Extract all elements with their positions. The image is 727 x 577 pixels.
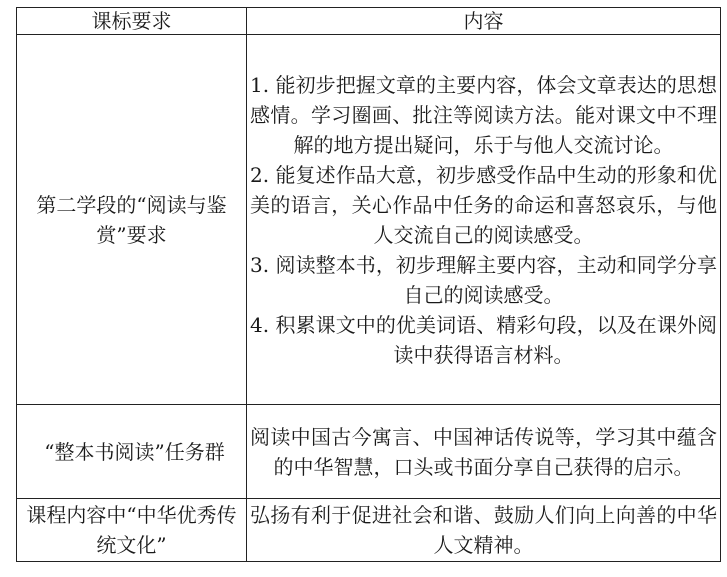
content-item: 4. 积累课文中的优美词语、精彩句段，以及在课外阅读中获得语言材料。 <box>250 312 717 367</box>
requirement-cell: 课程内容中“中华优秀传统文化” <box>17 499 247 562</box>
requirement-cell: 第二学段的“阅读与鉴赏”要求 <box>17 35 247 405</box>
content-item: 1. 能初步把握文章的主要内容，体会文章表达的思想感情。学习圈画、批注等阅读方法。能对课文中不理解的地方提出疑问，乐于与他人交流讨论。 <box>250 72 717 157</box>
content-item: 阅读中国古今寓言、中国神话传说等，学习其中蕴含的中华智慧，口头或书面分享自己获得的启示。 <box>250 424 717 479</box>
content-cell <box>247 405 721 499</box>
content-item: 弘扬有利于促进社会和谐、鼓励人们向上向善的中华人文精神。 <box>250 503 717 557</box>
requirement-cell: “整本书阅读”任务群 <box>17 405 247 499</box>
table-header-row <box>17 8 721 35</box>
content-cell <box>247 499 721 562</box>
content-cell <box>247 35 721 405</box>
table-row <box>17 35 721 405</box>
table-row <box>17 499 721 562</box>
header-content: 内容 <box>247 8 721 35</box>
table-row <box>17 405 721 499</box>
curriculum-table <box>16 7 721 562</box>
header-requirement: 课标要求 <box>17 8 247 35</box>
content-item: 2. 能复述作品大意，初步感受作品中生动的形象和优美的语言，关心作品中任务的命运和喜怒哀乐，与他人交流自己的阅读感受。 <box>250 162 717 247</box>
content-item: 3. 阅读整本书，初步理解主要内容，主动和同学分享自己的阅读感受。 <box>250 252 717 307</box>
